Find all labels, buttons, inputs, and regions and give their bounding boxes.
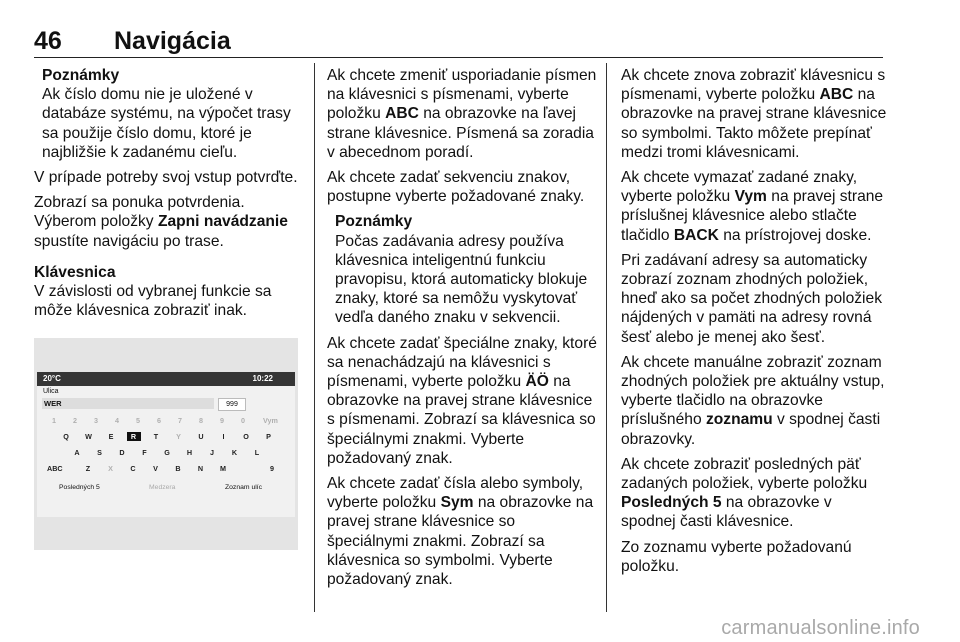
letter-key: I xyxy=(222,432,225,441)
page-title: Navigácia xyxy=(114,27,231,55)
header-rule xyxy=(34,57,883,58)
letter-key: G xyxy=(164,448,170,457)
digit-key: 8 xyxy=(199,416,203,425)
paragraph: Ak chcete vymazať zadané znaky, vyberte položku Vym na pravej strane príslušnej klávesnice alebo stlačte tlačidlo BACK na prístrojovej doske. xyxy=(621,169,884,244)
paragraph: V závislosti od vybranej funkcie sa môže klávesnica zobraziť inak. xyxy=(34,283,272,320)
street-input: WER xyxy=(42,398,214,409)
letter-key: Y xyxy=(176,432,181,441)
digit-key: 4 xyxy=(115,416,119,425)
page-number: 46 xyxy=(34,27,62,55)
field-label: Ulica xyxy=(43,388,59,395)
letter-key: M xyxy=(220,464,226,473)
digit-key: 5 xyxy=(136,416,140,425)
list-key: Zoznam ulíc xyxy=(225,484,263,491)
digit-key: 9 xyxy=(220,416,224,425)
column-3 xyxy=(621,66,887,582)
column-2 xyxy=(327,66,597,595)
number-key: 9 xyxy=(270,464,274,473)
note-body: Počas zadávania adresy používa klávesnica inteligentnú funkciu pravopisu, ktorá automaticky blokuje znaky, ktoré sa nemôžu vyskytovať vedľa daného znaku v sekvencii. xyxy=(335,232,588,327)
digit-key: 2 xyxy=(73,416,77,425)
letter-key: R xyxy=(127,432,141,441)
letter-key: C xyxy=(130,464,136,473)
digit-key: 6 xyxy=(157,416,161,425)
note-box xyxy=(34,66,302,162)
paragraph: Ak chcete manuálne zobraziť zoznam zhodných položiek pre aktuálny vstup, vyberte tlačidlo na obrazovke príslušného zoznamu v spodnej časti obrazovky. xyxy=(621,353,885,448)
note-title: Poznámky xyxy=(335,213,413,231)
digit-key: 1 xyxy=(52,416,56,425)
letter-key: T xyxy=(153,432,159,441)
house-number-input: 999 xyxy=(218,398,246,411)
last5-key: Posledných 5 xyxy=(59,484,100,491)
note-box xyxy=(327,212,597,327)
paragraph: V prípade potreby svoj vstup potvrďte. xyxy=(34,169,298,187)
column-divider-2 xyxy=(606,63,607,612)
paragraph: Ak chcete znova zobraziť klávesnicu s písmenami, vyberte položku ABC na obrazovke na pravej strane klávesnice so symbolmi. Takto môžete prepínať medzi tromi klávesnicami. xyxy=(621,67,887,161)
letter-key: J xyxy=(210,448,214,457)
column-divider-1 xyxy=(314,63,315,612)
letter-key: U xyxy=(198,432,204,441)
digit-key: 7 xyxy=(178,416,182,425)
paragraph: Zobrazí sa ponuka potvrdenia. Výberom položky Zapni navádzanie spustíte navigáciu po trase. xyxy=(34,194,288,250)
letter-key: A xyxy=(74,448,80,457)
keyboard-screenshot xyxy=(34,338,298,550)
letter-key: Z xyxy=(85,464,91,473)
letter-key: D xyxy=(119,448,125,457)
paragraph: Ak chcete zadať čísla alebo symboly, vyberte položku Sym na obrazovke na pravej strane klávesnice so špeciálnymi znakmi. Zobrazí sa klávesnica so symbolmi. Vyberte požadovaný znak. xyxy=(327,475,594,589)
letter-key: K xyxy=(231,448,238,457)
paragraph: Ak chcete zadať sekvenciu znakov, postupne vyberte požadované znaky. xyxy=(327,169,585,206)
note-body: Ak číslo domu nie je uložené v databáze systému, na výpočet trasy sa použije číslo domu, ktoré je najbližšie k zadanému cieľu. xyxy=(42,86,291,161)
digit-key: 0 xyxy=(241,416,245,425)
letter-key: N xyxy=(197,464,204,473)
display-screen xyxy=(37,372,295,517)
letter-key: Q xyxy=(63,432,69,441)
section-heading: Klávesnica xyxy=(34,263,116,281)
abc-key: ABC xyxy=(47,464,63,473)
paragraph: Zo zoznamu vyberte požadovanú položku. xyxy=(621,538,852,575)
delete-key: Vym xyxy=(263,416,278,425)
letter-key: L xyxy=(254,448,260,457)
note-title: Poznámky xyxy=(42,67,120,84)
letter-key: B xyxy=(175,464,181,473)
temperature: 20°C xyxy=(43,374,61,383)
letter-key: S xyxy=(97,448,102,457)
paragraph: Ak chcete zobraziť posledných päť zadaných položiek, vyberte položku Posledných 5 na obrazovke v spodnej časti klávesnice. xyxy=(621,455,868,531)
digit-key: 3 xyxy=(94,416,98,425)
letter-key: E xyxy=(108,432,114,441)
letter-key: O xyxy=(243,432,249,441)
letter-key: V xyxy=(153,464,158,473)
status-bar xyxy=(37,372,295,386)
letter-key: X xyxy=(108,464,113,473)
paragraph: Pri zadávaní adresy sa automaticky zobrazí zoznam zhodných položiek, hneď ako sa počet zhodných položiek nájdených v pamäti na adresy rovná šesť alebo je menej ako šesť. xyxy=(621,251,882,346)
column-1 xyxy=(34,66,302,326)
letter-key: W xyxy=(85,432,92,441)
letter-key: H xyxy=(186,448,193,457)
paragraph: Ak chcete zadať špeciálne znaky, ktoré sa nenachádzajú na klávesnici s písmenami, vyberte položku ÄÖ na obrazovke na pravej strane klávesnice s písmenami. Zobrazí sa klávesnica so špeciálnymi znakmi. Vyberte požadovaný znak. xyxy=(327,334,597,467)
menu-term: Zapni navádzanie xyxy=(157,213,288,231)
clock: 10:22 xyxy=(252,374,273,383)
letter-key: F xyxy=(142,448,147,457)
watermark: carmanualsonline.info xyxy=(721,617,920,639)
space-key: Medzera xyxy=(149,484,176,491)
letter-key: P xyxy=(266,432,271,441)
paragraph: Ak chcete zmeniť usporiadanie písmen na klávesnici s písmenami, vyberte položku ABC na obrazovke na ľavej strane klávesnice. Písmená sa zoradia v abecednom poradí. xyxy=(327,67,597,161)
